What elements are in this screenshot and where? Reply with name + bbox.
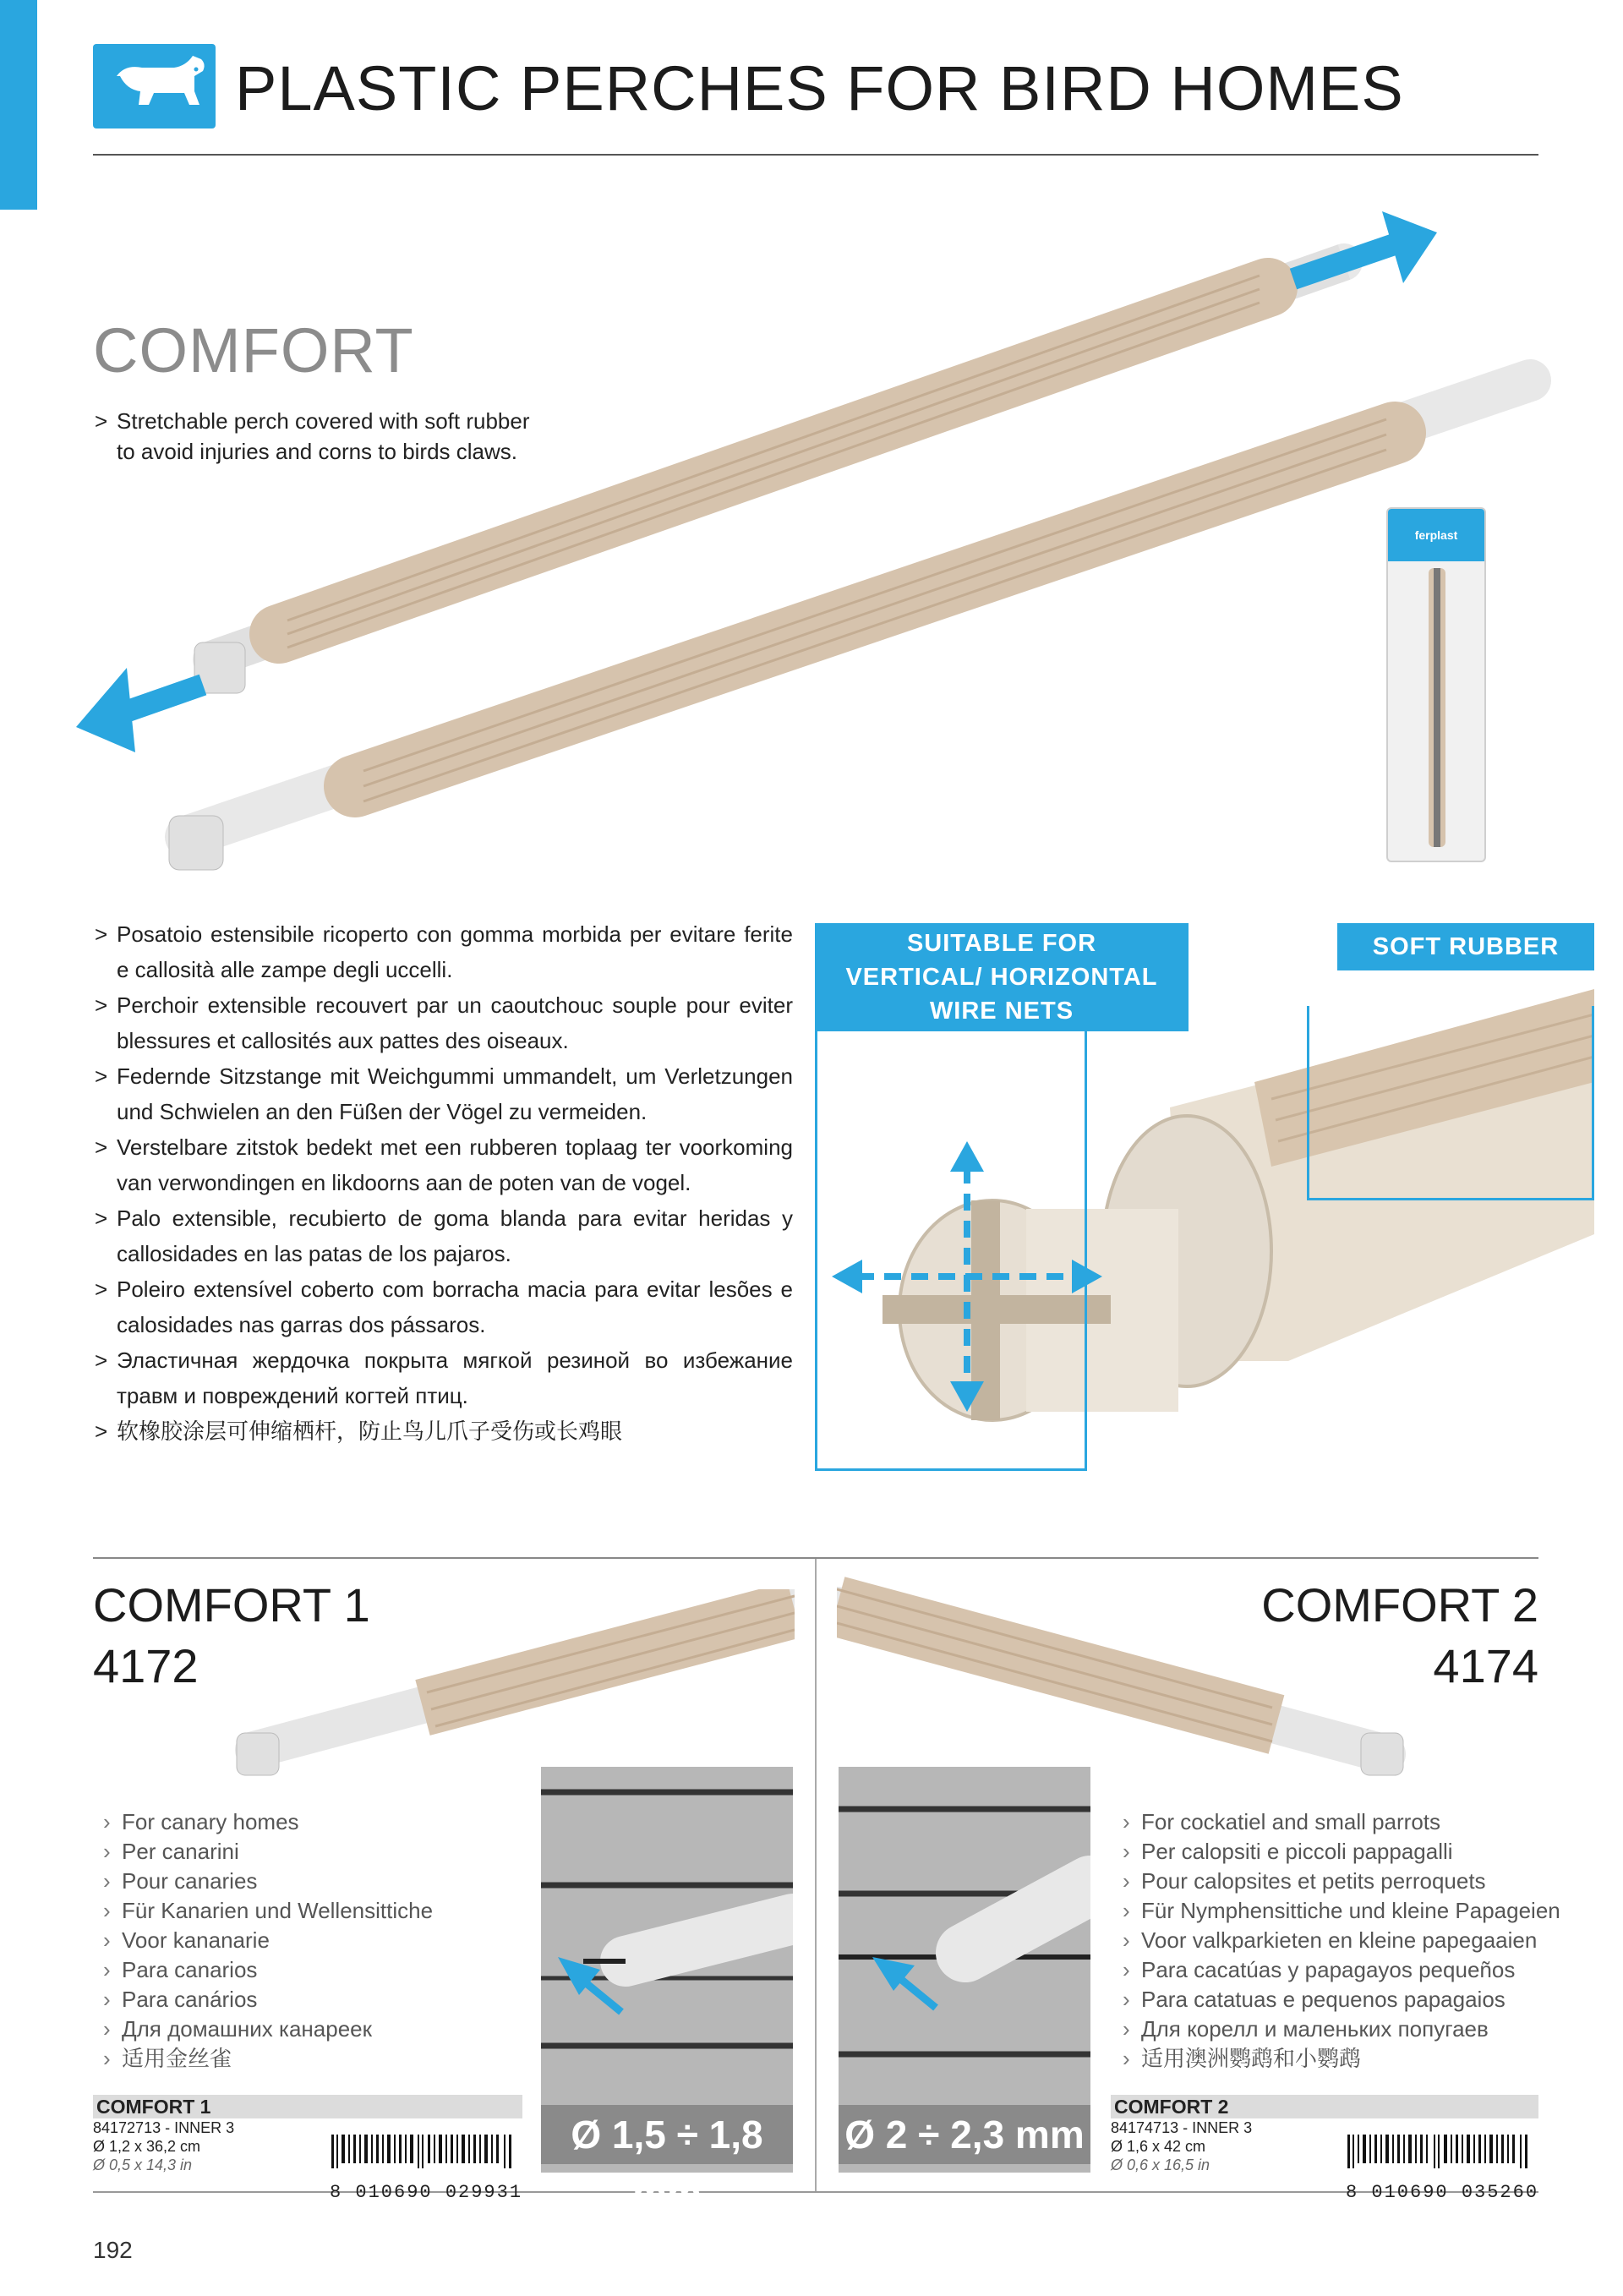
- column-divider: [815, 1559, 817, 2193]
- feature-item: Voor kananarie: [122, 1927, 270, 1953]
- product-2-ref: 84174713 - INNER 3: [1111, 2119, 1253, 2136]
- description-pt: Poleiro extensível coberto com borracha macia para evitar lesões e calosidades nas garras dos pássaros.: [117, 1276, 793, 1337]
- feature-item: Für Nymphensittiche und kleine Papageien: [1141, 1898, 1560, 1923]
- bottom-rule: [93, 2191, 1538, 2193]
- direction-arrows-icon: [832, 1141, 1102, 1412]
- feature-item: Pour canaries: [122, 1868, 258, 1894]
- feature-item: Para cacatúas y papagayos pequeños: [1141, 1957, 1516, 1982]
- header-rule: [93, 154, 1538, 156]
- product-1-features: › For canary homes › Per canarini › Pour canaries › Für Kanarien und Wellensittiche › Voor kananarie › Para canarios › Para canários › Для домашних канареек › 适用金丝雀: [103, 1807, 526, 2074]
- barcode-icon: [1346, 2124, 1532, 2179]
- description-es: Palo extensible, recubierto de goma blanda para evitar heridas y callosidades en las patas de los pajaros.: [117, 1205, 793, 1266]
- soft-rubber-label: SOFT RUBBER: [1337, 923, 1594, 970]
- dog-silhouette-icon: [93, 44, 216, 128]
- feature-item: Pour calopsites et petits perroquets: [1141, 1868, 1486, 1894]
- comfort-heading: COMFORT: [93, 315, 414, 385]
- description-nl: Verstelbare zitstok bedekt met een rubberen toplaag ter voorkoming van verwondingen en likdoorns aan de poten van de vogel.: [117, 1134, 793, 1195]
- stretch-arrow-right-icon: [1293, 211, 1437, 283]
- product-1-diameter: Ø 1,5 ÷ 1,8 mm: [541, 2105, 793, 2164]
- intro-line: to avoid injuries and corns to birds claws.: [117, 439, 518, 464]
- feature-item: Para canarios: [122, 1957, 258, 1982]
- feature-item: 适用金丝雀: [122, 2046, 232, 2071]
- product-2-code: 4174: [1433, 1639, 1538, 1692]
- package-image: [1386, 507, 1486, 862]
- product-2-wire-photo: [839, 1767, 1090, 2173]
- description-zh: 软橡胶涂层可伸缩栖杆，防止鸟儿爪子受伤或长鸡眼: [117, 1419, 623, 1444]
- product-1-image: [228, 1589, 795, 1784]
- page-title: PLASTIC PERCHES FOR BIRD HOMES: [235, 53, 1404, 123]
- comfort-intro: > Stretchable perch covered with soft rubber to avoid injuries and corns to birds claws.: [95, 406, 619, 467]
- feature-item: For cockatiel and small parrots: [1141, 1809, 1441, 1834]
- feature-item: Para canários: [122, 1987, 258, 2012]
- product-2-size-in: Ø 0,6 x 16,5 in: [1111, 2157, 1210, 2173]
- feature-item: Для корелл и маленьких попугаев: [1141, 2016, 1489, 2042]
- wire-nets-label: SUITABLE FOR VERTICAL/ HORIZONTAL WIRE NETS: [815, 923, 1189, 1031]
- product-1-bar-title: COMFORT 1: [93, 2095, 522, 2118]
- description-it: Posatoio estensibile ricoperto con gomma morbida per evitare ferite e callosità alle zampe degli uccelli.: [117, 921, 793, 982]
- product-1-size-cm: Ø 1,2 x 36,2 cm: [93, 2138, 201, 2155]
- product-2-size-cm: Ø 1,6 x 42 cm: [1111, 2138, 1206, 2155]
- feature-item: Für Kanarien und Wellensittiche: [122, 1898, 434, 1923]
- description-fr: Perchoir extensible recouvert par un caoutchouc souple pour eviter blessures et callosités aux pattes des oiseaux.: [117, 992, 793, 1053]
- product-2-barcode: [1346, 2124, 1538, 2202]
- intro-line: Stretchable perch covered with soft rubber: [117, 408, 530, 434]
- product-1-size-in: Ø 0,5 x 14,3 in: [93, 2157, 193, 2173]
- feature-item: Для домашних канареек: [122, 2016, 372, 2042]
- description-de: Federnde Sitzstange mit Weichgummi ummandelt, um Verletzungen und Schwielen an den Füßen der Vögel zu vermeiden.: [117, 1063, 793, 1124]
- multilingual-descriptions: > Posatoio estensibile ricoperto con gomma morbida per evitare ferite e callosità alle zampe degli uccelli. > Perchoir extensible recouvert par un caoutchouc souple pour eviter blessures et callosités aux pattes des oiseaux. > Federnde Sitzstange mit Weichgummi ummandelt, um Verletzungen und Schwielen an den Füßen der Vögel zu vermeiden. > Verstelbare zitstok bedekt met een rubberen toplaag ter voorkoming van verwondingen en likdoorns aan de poten van de vogel. > Palo extensible, recubierto de goma blanda para evitar heridas y callosidades en las patas de los pajaros. > Poleiro extensível coberto com borracha macia para evitar lesões e calosidades nas garras dos pássaros. > Эластичная жердочка покрыта мягкой резиной во избежание травм и повреждений когтей птиц. > 软橡胶涂层可伸缩栖杆，防止鸟儿爪子受伤或长鸡眼: [95, 916, 793, 1449]
- product-1-wire-photo: [541, 1767, 793, 2216]
- product-1-name: COMFORT 1: [93, 1578, 370, 1632]
- feature-item: For canary homes: [122, 1809, 299, 1834]
- stretch-arrow-left-icon: [76, 668, 203, 752]
- product-2-image: [837, 1572, 1412, 1784]
- product-1-barcode: [330, 2124, 523, 2203]
- feature-item: Per canarini: [122, 1839, 239, 1864]
- feature-item: Para catatuas e pequenos papagaios: [1141, 1987, 1506, 2012]
- product-2-diameter: Ø 2 ÷ 2,3 mm: [839, 2105, 1090, 2164]
- feature-item: Voor valkparkieten en kleine papegaaien: [1141, 1927, 1538, 1953]
- side-tab: [0, 0, 37, 210]
- feature-item: 适用澳洲鹦鹉和小鹦鹉: [1141, 2046, 1362, 2071]
- product-2-name: COMFORT 2: [1261, 1578, 1538, 1632]
- brand-logo: [93, 44, 216, 128]
- product-2-bar-title: COMFORT 2: [1111, 2095, 1538, 2118]
- feature-item: Per calopsiti e piccoli pappagalli: [1141, 1839, 1453, 1864]
- package-brand: ferplast: [1414, 528, 1458, 542]
- perches-illustration: [76, 211, 1555, 888]
- product-2-barcode-number: 8 010690 035260: [1346, 2182, 1539, 2203]
- product-1-ref: 84172713 - INNER 3: [93, 2119, 235, 2136]
- perch-end-detail: [815, 981, 1594, 1471]
- barcode-icon: [330, 2124, 516, 2179]
- product-2-features: › For cockatiel and small parrots › Per calopsiti e piccoli pappagalli › Pour calopsites et petits perroquets › Für Nymphensittiche und kleine Papageien › Voor valkparkieten en kleine papegaaien › Para cacatúas y papagayos pequeños › Para catatuas e pequenos papagaios › Для корелл и маленьких попугаев › 适用澳洲鹦鹉和小鹦鹉: [1123, 1807, 1596, 2074]
- product-1-barcode-number: 8 010690 029931: [330, 2182, 523, 2203]
- page-number: 192: [93, 2237, 133, 2263]
- product-1-code: 4172: [93, 1639, 199, 1692]
- description-ru: Эластичная жердочка покрыта мягкой резиной во избежание травм и повреждений когтей птиц.: [117, 1348, 793, 1408]
